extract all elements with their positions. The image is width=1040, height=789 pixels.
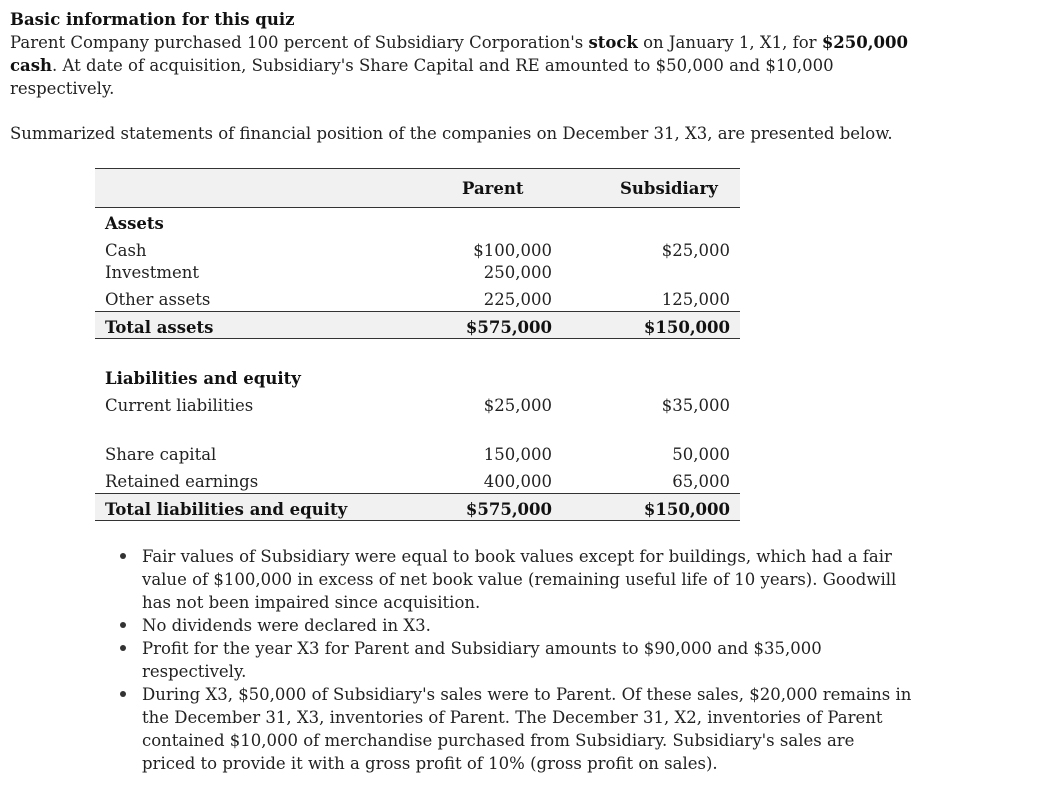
bullet-icon [120,691,126,697]
note-text: Profit for the year X3 for Parent and Subsidiary amounts to $90,000 and $35,000 respectively. [142,639,822,681]
col-header-subsidiary: Subsidiary [620,179,718,198]
para-amount: $250,000 [821,33,908,52]
total-liabilities-parent: $575,000 [465,500,552,519]
row-retained-earnings-parent: 400,000 [483,472,552,491]
bullet-icon [120,553,126,559]
total-liabilities-label: Total liabilities and equity [105,500,348,519]
para-text-2: on January 1, X1, for [637,33,822,52]
total-liabilities-subsidiary: $150,000 [643,500,730,519]
row-cash-subsidiary: $25,000 [661,241,730,260]
total-assets-label: Total assets [105,318,214,337]
note-text: Fair values of Subsidiary were equal to book values except for buildings, which had a fair value of $100,000 in excess of net book value (remaining useful life of 10 years). Goodwill has not been impaired since acquisition. [142,547,897,612]
note-text: No dividends were declared in X3. [142,616,431,635]
row-retained-earnings-subsidiary: 65,000 [672,472,730,491]
para-text-1: Parent Company purchased 100 percent of Subsidiary Corporation's [10,33,589,52]
notes-list [142,545,912,775]
acquisition-paragraph [10,31,910,100]
assets-heading: Assets [105,214,164,233]
quiz-heading: Basic information for this quiz [10,10,295,29]
row-current-liabilities-parent: $25,000 [483,396,552,415]
row-share-capital-subsidiary: 50,000 [672,445,730,464]
row-investment-parent: 250,000 [483,263,552,282]
note-text: During X3, $50,000 of Subsidiary's sales were to Parent. Of these sales, $20,000 remains in the December 31, X3, inventories of Parent. The December 31, X2, inventories of Parent contained $10,000 of merchandise purchased from Subsidiary. Subsidiary's sales are priced to provide it with a gross profit of 10% (gross profit on sales). [142,685,912,773]
total-assets-parent: $575,000 [465,318,552,337]
row-other-assets-subsidiary: 125,000 [661,290,730,309]
row-current-liabilities-label: Current liabilities [105,396,254,415]
summary-line: Summarized statements of financial position of the companies on December 31, X3, are presented below. [10,124,893,143]
col-header-parent: Parent [462,179,524,198]
row-other-assets-label: Other assets [105,290,211,309]
list-item [142,545,912,614]
row-cash-parent: $100,000 [473,241,552,260]
list-item [142,614,912,637]
liabilities-heading: Liabilities and equity [105,369,301,388]
list-item [142,637,912,683]
row-retained-earnings-label: Retained earnings [105,472,259,491]
row-current-liabilities-subsidiary: $35,000 [661,396,730,415]
row-investment-label: Investment [105,263,199,282]
bullet-icon [120,645,126,651]
para-text-3: . At date of acquisition, Subsidiary's Share Capital and RE amounted to $50,000 and $10,000 respectively. [10,56,834,98]
bullet-icon [120,622,126,628]
para-cash: cash [10,56,53,75]
list-item [142,683,912,775]
row-share-capital-label: Share capital [105,445,217,464]
row-share-capital-parent: 150,000 [483,445,552,464]
row-other-assets-parent: 225,000 [483,290,552,309]
row-cash-label: Cash [105,241,147,260]
para-stock: stock [588,33,638,52]
quiz-intro [10,8,910,100]
total-assets-subsidiary: $150,000 [643,318,730,337]
